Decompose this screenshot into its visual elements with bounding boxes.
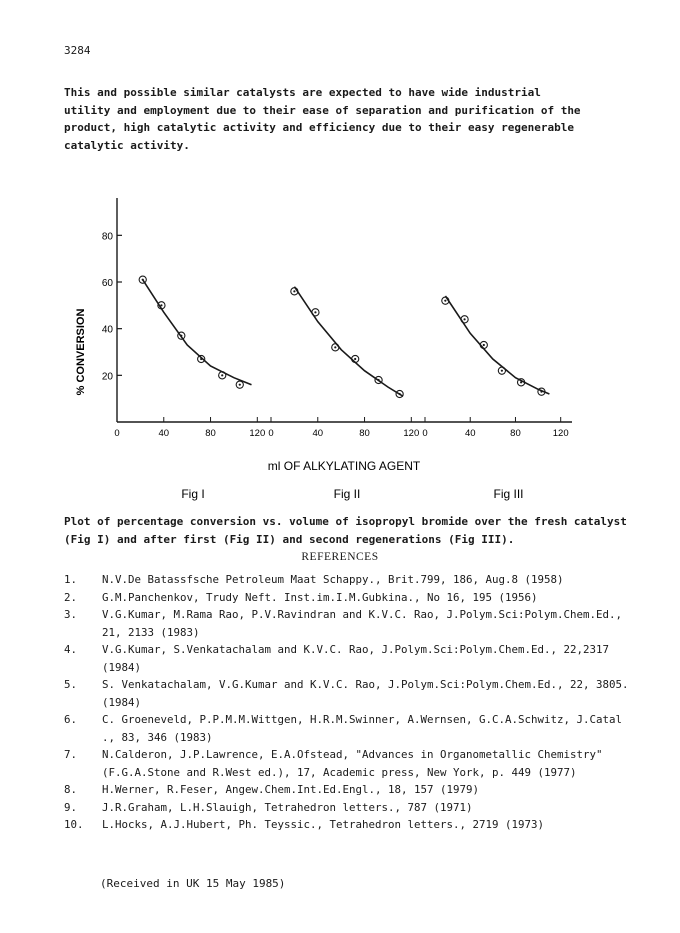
x-tick-label: 0	[114, 428, 120, 439]
data-point-center	[200, 358, 202, 360]
reference-item	[64, 589, 630, 607]
reference-text: N.Calderon, J.P.Lawrence, E.A.Ofstead, "Advances in Organometallic Chemistry" (F.G.A.Stone and R.West ed.), 17, Academic press, New York, p. 449 (1977)	[102, 748, 603, 779]
data-point-center	[160, 304, 162, 306]
data-point-center	[483, 344, 485, 346]
x-tick-label: 0	[268, 428, 274, 439]
x-tick-label: 120	[552, 428, 569, 439]
data-point-center	[334, 346, 336, 348]
panel-label: Fig II	[333, 487, 361, 501]
reference-item	[64, 711, 630, 746]
reference-item	[64, 781, 630, 799]
fit-curve	[294, 287, 403, 397]
reference-item	[64, 606, 630, 641]
y-axis-label: % CONVERSION	[75, 308, 87, 396]
x-tick-label: 80	[510, 428, 521, 439]
reference-text: V.G.Kumar, S.Venkatachalam and K.V.C. Rao, J.Polym.Sci:Polym.Chem.Ed., 22,2317 (1984)	[102, 643, 610, 674]
reference-item	[64, 676, 630, 711]
fit-curve	[445, 296, 549, 394]
reference-item	[64, 641, 630, 676]
reference-text: H.Werner, R.Feser, Angew.Chem.Int.Ed.Engl., 18, 157 (1979)	[102, 783, 480, 796]
references-heading: REFERENCES	[301, 551, 379, 563]
fit-curve	[143, 280, 252, 385]
reference-number: 4.	[64, 643, 78, 656]
data-point-center	[377, 379, 379, 381]
reference-item	[64, 816, 630, 834]
data-point-center	[444, 300, 446, 302]
x-tick-label: 40	[312, 428, 324, 439]
reference-text: V.G.Kumar, M.Rama Rao, P.V.Ravindran and K.V.C. Rao, J.Polym.Sci:Polym.Chem.Ed., 21, 2133 (1983)	[102, 608, 623, 639]
x-tick-label: 40	[158, 428, 170, 439]
reference-text: G.M.Panchenkov, Trudy Neft. Inst.im.I.M.Gubkina., No 16, 195 (1956)	[102, 590, 538, 604]
reference-text: S. Venkatachalam, V.G.Kumar and K.V.C. Rao, J.Polym.Sci:Polym.Chem.Ed., 22, 3805.(1984)	[102, 678, 629, 709]
data-point-center	[293, 290, 295, 292]
x-tick-label: 0	[422, 428, 428, 439]
reference-number: 7.	[64, 748, 78, 761]
reference-number: 8.	[64, 783, 78, 796]
y-tick-label: 20	[101, 371, 113, 383]
panel-label: Fig I	[181, 487, 205, 501]
data-point-center	[520, 381, 522, 383]
x-axis-label: ml OF ALKYLATING AGENT	[267, 459, 421, 473]
data-point-center	[314, 311, 316, 313]
reference-list	[64, 571, 630, 834]
page-number: 3284	[64, 44, 91, 57]
data-point-center	[540, 391, 542, 393]
conversion-figure	[0, 180, 680, 510]
reference-item	[64, 571, 630, 589]
x-tick-label: 40	[464, 428, 476, 439]
data-point-center	[354, 358, 356, 360]
reference-text: C. Groeneveld, P.P.M.M.Wittgen, H.R.M.Swinner, A.Wernsen, G.C.A.Schwitz, J.Catal ., 83, 346 (1983)	[102, 713, 623, 744]
reference-text: N.V.De Batassfsche Petroleum Maat Schappy., Brit.799, 186, Aug.8 (1958)	[102, 573, 564, 586]
x-tick-label: 80	[205, 428, 216, 439]
reference-text: L.Hocks, A.J.Hubert, Ph. Teyssic., Tetrahedron letters., 2719 (1973)	[102, 818, 545, 831]
reference-text: J.R.Graham, L.H.Slauigh, Tetrahedron letters., 787 (1971)	[102, 800, 473, 814]
figure-caption: Plot of percentage conversion vs. volume of isopropyl bromide over the fresh catalyst (Fig I) and after first (Fig II) and second regenerations (Fig III).	[64, 515, 627, 546]
reference-item	[64, 746, 630, 781]
reference-number: 5.	[64, 678, 78, 691]
data-point-center	[239, 384, 241, 386]
reference-number: 3.	[64, 608, 78, 621]
intro-paragraph: This and possible similar catalysts are expected to have wide industrial utility and employment due to their ease of separation and purification of the product, high catalytic activity and efficiency due to their easy regenerable catalytic activity.	[64, 86, 581, 152]
y-tick-label: 40	[101, 324, 113, 336]
data-point-center	[180, 335, 182, 337]
y-tick-label: 60	[101, 278, 113, 289]
reference-item	[64, 799, 630, 817]
reference-number: 10.	[64, 818, 84, 831]
data-point-center	[399, 393, 401, 395]
y-tick-label: 80	[101, 231, 113, 243]
x-tick-label: 120	[403, 428, 420, 439]
data-point-center	[221, 374, 223, 376]
data-point-center	[142, 279, 144, 281]
panel-label: Fig III	[493, 487, 524, 501]
reference-number: 9.	[64, 800, 78, 814]
x-tick-label: 80	[359, 428, 370, 439]
received-date: (Received in UK 15 May 1985)	[100, 877, 286, 890]
x-tick-label: 120	[249, 428, 266, 439]
reference-number: 2.	[64, 590, 78, 604]
data-point-center	[463, 318, 465, 320]
reference-number: 1.	[64, 573, 78, 586]
data-point-center	[501, 370, 503, 372]
reference-number: 6.	[64, 713, 78, 726]
